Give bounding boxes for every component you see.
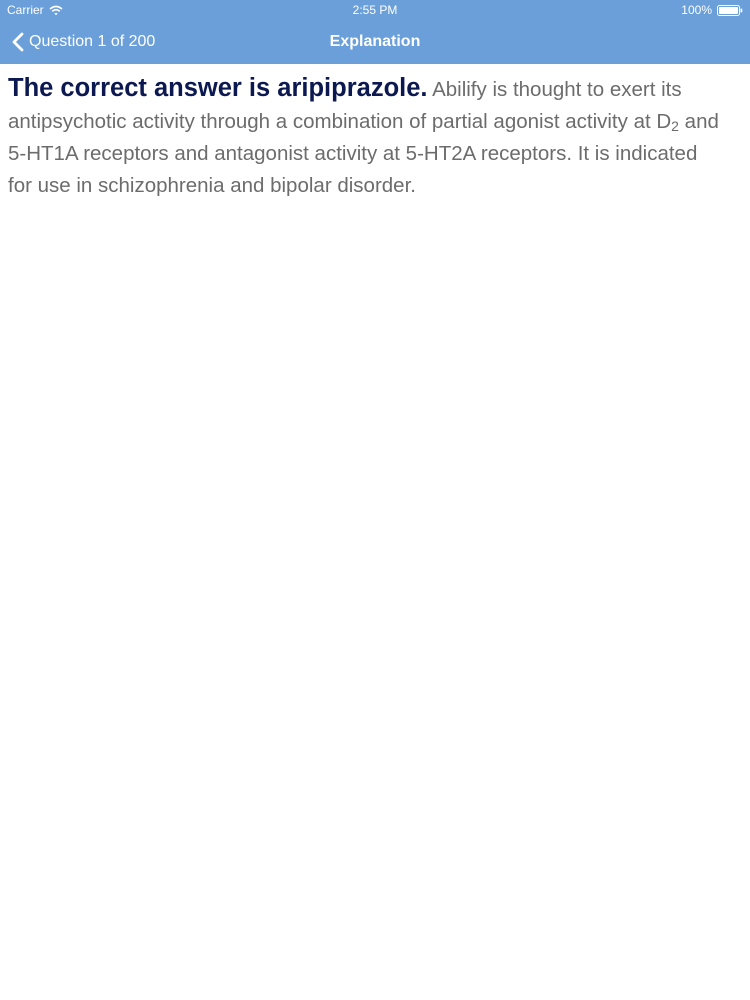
battery-icon bbox=[717, 5, 743, 16]
carrier-label: Carrier bbox=[7, 3, 44, 17]
explanation-subscript: 2 bbox=[671, 118, 679, 134]
navigation-bar bbox=[0, 20, 750, 64]
page-title: Explanation bbox=[329, 33, 421, 50]
correct-answer-heading: The correct answer is aripiprazole. bbox=[8, 74, 428, 102]
battery-percent: 100% bbox=[681, 3, 712, 17]
explanation-content bbox=[8, 72, 720, 202]
status-bar bbox=[0, 0, 750, 20]
status-right bbox=[681, 3, 743, 17]
explanation-text-part-2: and 5-HT1A receptors and antagonist activity at 5-HT2A receptors. It is indicated for use in schizophrenia and bipolar disorder. bbox=[8, 110, 719, 197]
explanation-text-part-1: Abilify is thought to exert its antipsychotic activity through a combination of partial agonist activity at D bbox=[8, 78, 682, 133]
back-button-label: Question 1 of 200 bbox=[29, 33, 156, 50]
status-time: 2:55 PM bbox=[352, 3, 398, 17]
